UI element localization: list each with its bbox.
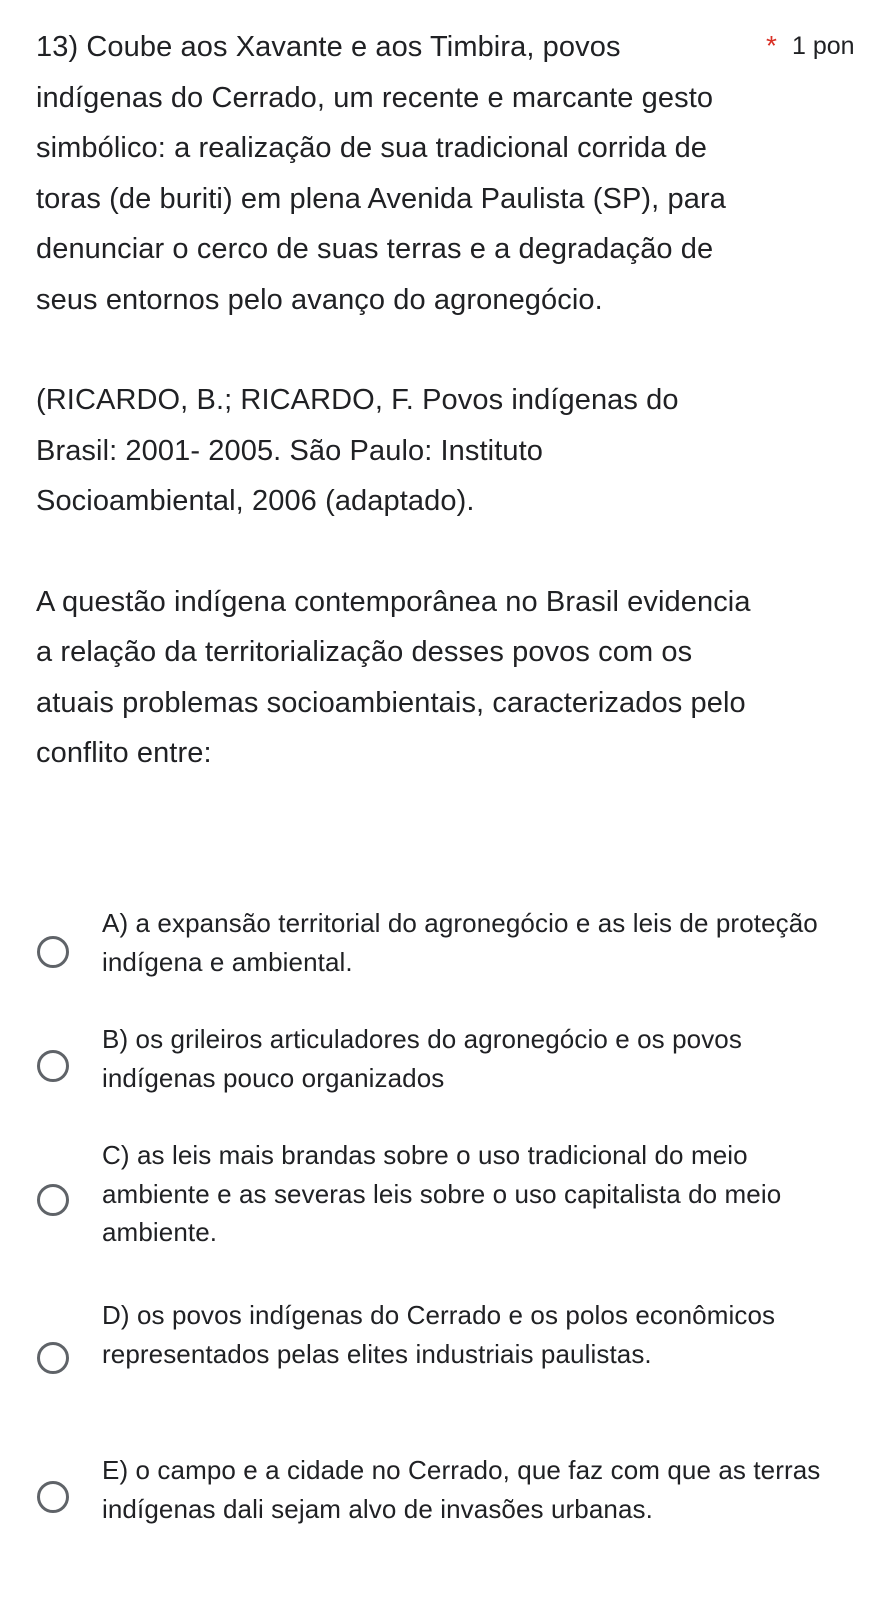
citation-text: (RICARDO, B.; RICARDO, F. Povos indígenas do Brasil: 2001- 2005. São Paulo: Instituto Socioambiental, 2006 (adaptado). [36, 384, 679, 517]
question-card [36, 22, 881, 779]
question-text: 13) Coube aos Xavante e aos Timbira, povos indígenas do Cerrado, um recente e marcante gesto simbólico: a realização de sua tradicional corrida de toras (de buriti) em plena Avenida Paulista (SP), para denunciar o cerco de suas terras e a degradação de seus entornos pelo avanço do agronegócio. [36, 31, 726, 316]
option-label: B) os grileiros articuladores do agronegócio e os povos indígenas pouco organizados [102, 1024, 742, 1093]
spacer [36, 325, 881, 375]
radio-circle-icon[interactable] [37, 1184, 69, 1216]
option-d[interactable] [0, 1296, 881, 1421]
radio-circle-icon[interactable] [37, 1342, 69, 1374]
option-label: A) a expansão territorial do agronegócio e as leis de proteção indígena e ambiental. [102, 908, 818, 977]
radio-circle-icon[interactable] [37, 1481, 69, 1513]
required-asterisk: * [766, 30, 777, 61]
radio-circle-icon[interactable] [37, 936, 69, 968]
option-e[interactable] [0, 1451, 881, 1541]
option-label: C) as leis mais brandas sobre o uso tradicional do meio ambiente e as severas leis sobre o uso capitalista do meio ambiente. [102, 1140, 782, 1247]
option-a[interactable] [0, 904, 881, 994]
option-b[interactable] [0, 1020, 881, 1110]
option-label: E) o campo e a cidade no Cerrado, que faz com que as terras indígenas dali sejam alvo de invasões urbanas. [102, 1455, 821, 1524]
option-label: D) os povos indígenas do Cerrado e os polos econômicos representados pelas elites industriais paulistas. [102, 1300, 776, 1369]
question-prompt: A questão indígena contemporânea no Brasil evidencia a relação da territorialização desses povos com os atuais problemas socioambientais, caracterizados pelo conflito entre: [36, 585, 751, 769]
option-c[interactable] [0, 1136, 881, 1261]
question-header [36, 22, 881, 325]
points-label: 1 pon [792, 32, 855, 60]
radio-circle-icon[interactable] [37, 1050, 69, 1082]
spacer [36, 527, 881, 577]
